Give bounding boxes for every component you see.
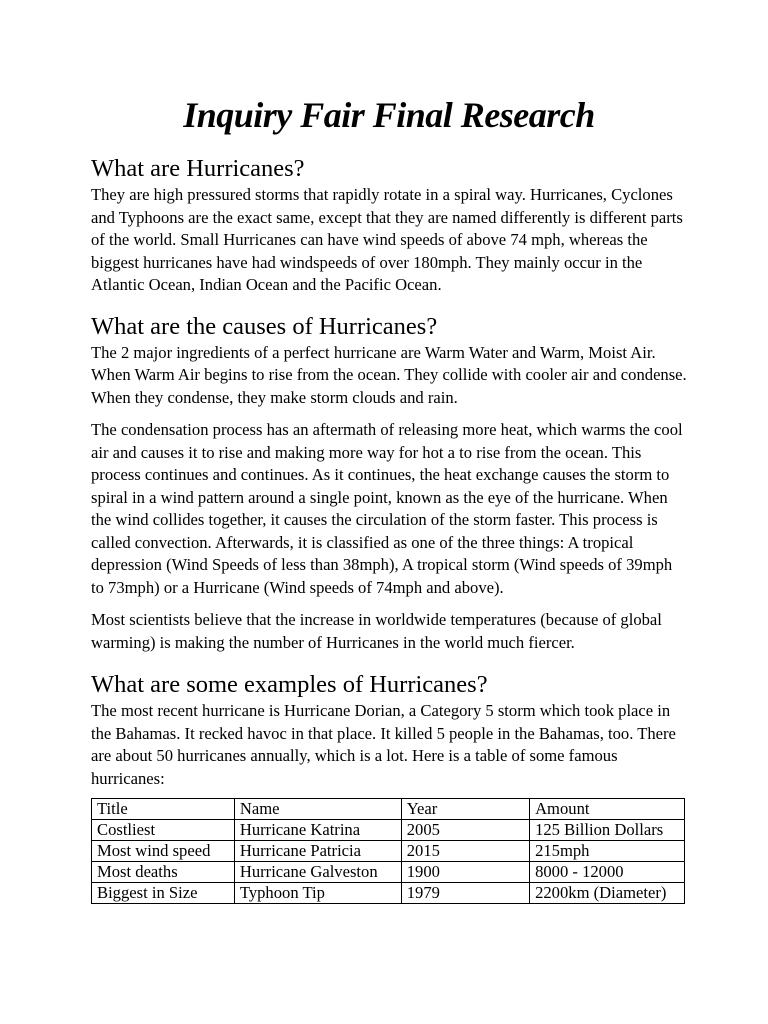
table-row	[92, 883, 685, 904]
table-row	[92, 841, 685, 862]
table-cell: 2005	[401, 820, 529, 841]
heading-what-are-hurricanes: What are Hurricanes?	[91, 155, 305, 182]
document-page	[91, 92, 687, 904]
table-cell: 1900	[401, 862, 529, 883]
paragraph-global-warming: Most scientists believe that the increase in worldwide temperatures (because of global warming) is making the number of Hurricanes in the world much fiercer.	[91, 610, 662, 652]
table-cell: 125 Billion Dollars	[530, 820, 685, 841]
table-cell: Hurricane Galveston	[234, 862, 401, 883]
table-cell: 2015	[401, 841, 529, 862]
table-cell: 1979	[401, 883, 529, 904]
table-cell: Name	[234, 799, 401, 820]
table-cell: Title	[92, 799, 235, 820]
table-row	[92, 820, 685, 841]
table-cell: Hurricane Katrina	[234, 820, 401, 841]
document-title: Inquiry Fair Final Research	[183, 95, 595, 135]
paragraph-examples: The most recent hurricane is Hurricane Dorian, a Category 5 storm which took place in the Bahamas. It recked havoc in that place. It killed 5 people in the Bahamas, too. There are about 50 hurricanes annually, which is a lot. Here is a table of some famous hurricanes:	[91, 701, 676, 788]
paragraph-condensation: The condensation process has an aftermath of releasing more heat, which warms the cool air and causes it to rise and making more way for hot a to rise from the ocean. This process continues and continues. As it continues, the heat exchange causes the storm to spiral in a wind pattern around a single point, known as the eye of the hurricane. When the wind collides together, it causes the circulation of the storm faster. This process is called convection. Afterwards, it is classified as one of the three things: A tropical depression (Wind Speeds of less than 38mph), A tropical storm (Wind speeds of 39mph to 73mph) or a Hurricane (Wind speeds of 74mph and above).	[91, 420, 683, 597]
table-row	[92, 862, 685, 883]
paragraph-definition: They are high pressured storms that rapidly rotate in a spiral way. Hurricanes, Cyclones and Typhoons are the exact same, except that they are named differently is different parts of the world. Small Hurricanes can have wind speeds of above 74 mph, whereas the biggest hurricanes have had windspeeds of over 180mph. They mainly occur in the Atlantic Ocean, Indian Ocean and the Pacific Ocean.	[91, 185, 683, 294]
table-cell: Amount	[530, 799, 685, 820]
table-cell: Hurricane Patricia	[234, 841, 401, 862]
table-cell: Costliest	[92, 820, 235, 841]
table-cell: Year	[401, 799, 529, 820]
table-cell: Most wind speed	[92, 841, 235, 862]
table-cell: 8000 - 12000	[530, 862, 685, 883]
table-cell: Typhoon Tip	[234, 883, 401, 904]
table-cell: 2200km (Diameter)	[530, 883, 685, 904]
table-cell: Most deaths	[92, 862, 235, 883]
heading-causes: What are the causes of Hurricanes?	[91, 312, 438, 340]
table-cell: Biggest in Size	[92, 883, 235, 904]
table-cell: 215mph	[530, 841, 685, 862]
paragraph-ingredients: The 2 major ingredients of a perfect hurricane are Warm Water and Warm, Moist Air. When Warm Air begins to rise from the ocean. They collide with cooler air and condense. When they condense, they make storm clouds and rain.	[91, 342, 687, 407]
hurricane-table	[91, 798, 685, 904]
heading-examples: What are some examples of Hurricanes?	[91, 671, 488, 698]
table-header-row	[92, 799, 685, 820]
